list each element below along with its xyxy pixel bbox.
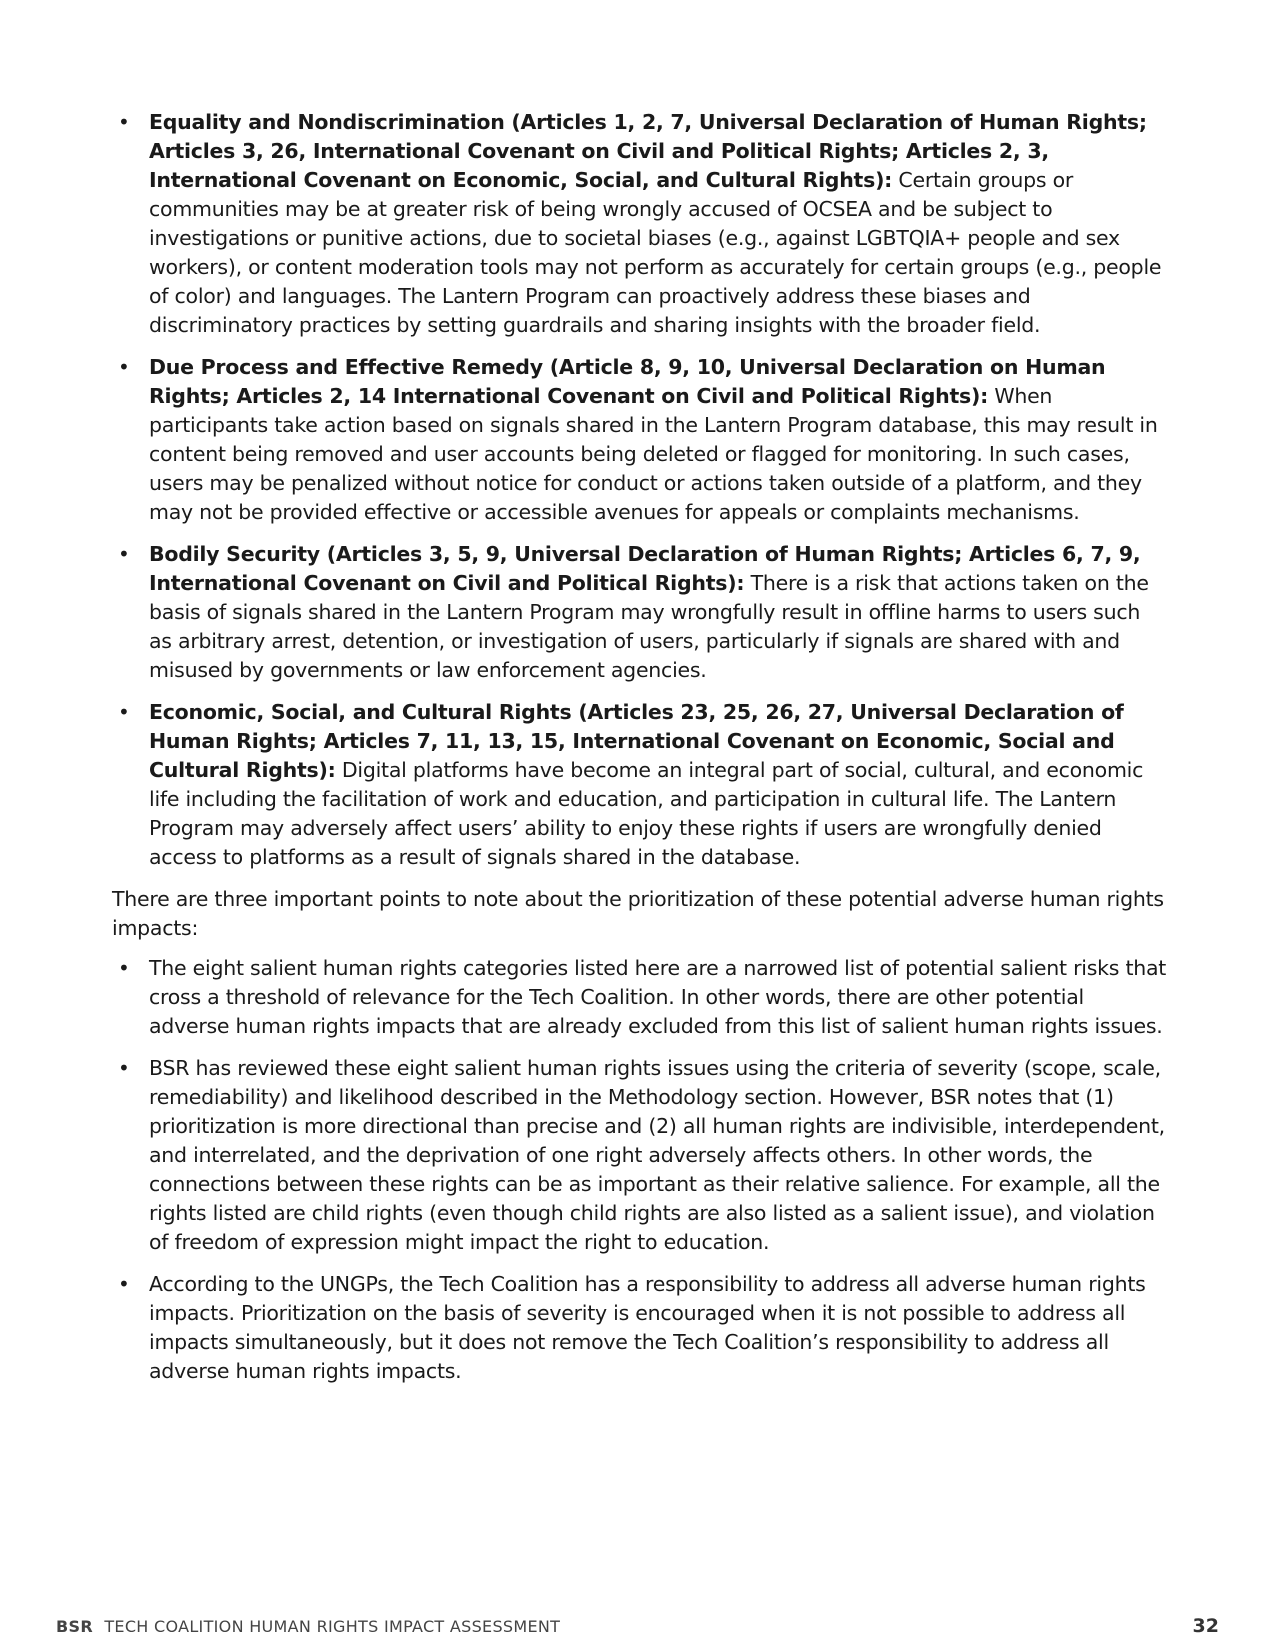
salient-rights-list [112, 108, 1167, 872]
footer-title: TECH COALITION HUMAN RIGHTS IMPACT ASSESSMENT [104, 1617, 561, 1636]
list-item: • According to the UNGPs, the Tech Coalition has a responsibility to address all adverse human rights impacts. Prioritization on the basis of severity is encouraged when it is not possible to address all impacts simultaneously, but it does not remove the Tech Coalition’s responsibility to address all adverse human rights impacts. [112, 1270, 1167, 1386]
page-number: 32 [1192, 1615, 1219, 1637]
right-title: Due Process and Effective Remedy (Article 8, 9, 10, Universal Declaration on Human Rights; Articles 2, 14 International Covenant on Civil and Political Rights): [149, 355, 1106, 408]
list-item [112, 353, 1167, 527]
list-item [112, 108, 1167, 340]
right-description: There is a risk that actions taken on the basis of signals shared in the Lantern Program may wrongfully result in offline harms to users such as arbitrary arrest, detention, or investigation of users, particularly if signals are shared with and misused by governments or law enforcement agencies. [149, 571, 1149, 682]
footer-brand: BSR [56, 1617, 93, 1636]
right-title: Bodily Security (Articles 3, 5, 9, Universal Declaration of Human Rights; Articles 6, 7, 9, International Covenant on Civil and Political Rights): [149, 542, 1141, 595]
right-description: When participants take action based on signals shared in the Lantern Program database, this may result in content being removed and user accounts being deleted or flagged for monitoring. In such cases, users may be penalized without notice for conduct or actions taken outside of a platform, and they may not be provided effective or accessible avenues for appeals or complaints mechanisms. [149, 384, 1158, 524]
right-description: Digital platforms have become an integral part of social, cultural, and economic life including the facilitation of work and education, and participation in cultural life. The Lantern Program may adversely affect users’ ability to enjoy these rights if users are wrongfully denied access to platforms as a result of signals shared in the database. [149, 758, 1144, 869]
right-title: Equality and Nondiscrimination (Articles 1, 2, 7, Universal Declaration of Human Rights; Articles 3, 26, International Covenant on Civil and Political Rights; Articles 2, 3, International Covenant on Economic, Social, and Cultural Rights): [149, 110, 1147, 192]
right-title: Economic, Social, and Cultural Rights (Articles 23, 25, 26, 27, Universal Declaration of Human Rights; Articles 7, 11, 13, 15, International Covenant on Economic, Social and Cultural Rights): [149, 700, 1124, 782]
right-description: Certain groups or communities may be at greater risk of being wrongly accused of OCSEA and be subject to investigations or punitive actions, due to societal biases (e.g., against LGBTQIA+ people and sex workers), or content moderation tools may not perform as accurately for certain groups (e.g., people of color) and languages. The Lantern Program can proactively address these biases and discriminatory practices by setting guardrails and sharing insights with the broader field. [149, 168, 1162, 337]
page-content [112, 108, 1167, 1399]
list-item: • The eight salient human rights categories listed here are a narrowed list of potential salient risks that cross a threshold of relevance for the Tech Coalition. In other words, there are other potential adverse human rights impacts that are already excluded from this list of salient human rights issues. [112, 954, 1167, 1041]
list-item [112, 540, 1167, 685]
page-footer [56, 1617, 1219, 1641]
prioritization-points-list [112, 954, 1167, 1386]
list-item: • BSR has reviewed these eight salient human rights issues using the criteria of severity (scope, scale, remediability) and likelihood described in the Methodology section. However, BSR notes that (1) prioritization is more directional than precise and (2) all human rights are indivisible, interdependent, and interrelated, and the deprivation of one right adversely affects others. In other words, the connections between these rights can be as important as their relative salience. For example, all the rights listed are child rights (even though child rights are also listed as a salient issue), and violation of freedom of expression might impact the right to education. [112, 1054, 1167, 1257]
intro-paragraph: There are three important points to note about the prioritization of these potential adverse human rights impacts: [112, 887, 1164, 940]
list-item [112, 698, 1167, 872]
